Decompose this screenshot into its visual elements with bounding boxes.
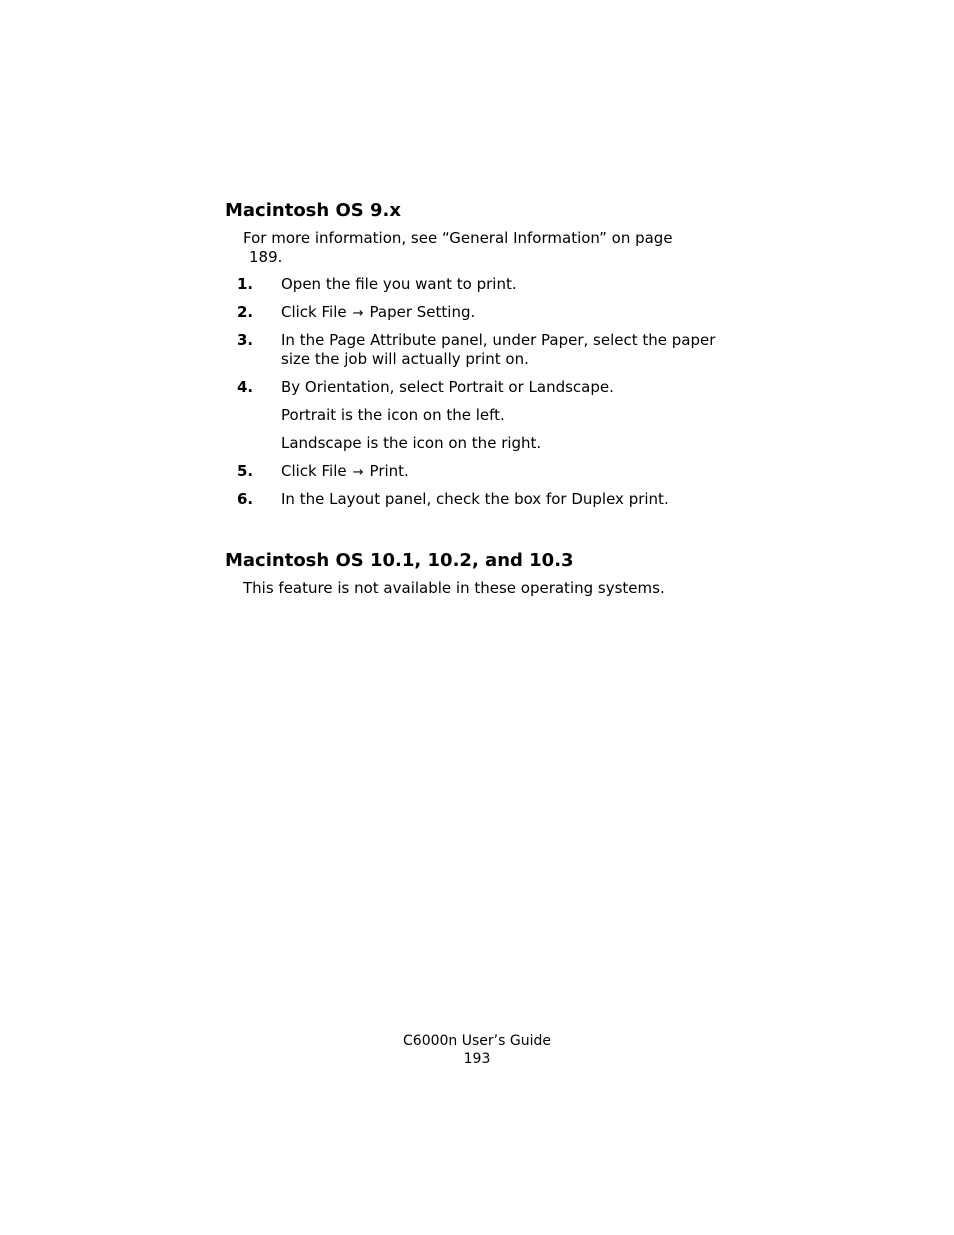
step-text-pre: Click File — [281, 303, 347, 321]
step-number: 4. — [237, 378, 254, 396]
step-text-post: Print. — [369, 462, 409, 480]
right-arrow-icon: → — [352, 465, 364, 480]
step-text — [281, 462, 741, 482]
section-paragraph: This feature is not available in these operating systems. — [243, 579, 665, 597]
intro-paragraph-line2: 189. — [249, 248, 283, 266]
step-text: In the Layout panel, check the box for Duplex print. — [281, 490, 669, 508]
step-text: Open the file you want to print. — [281, 275, 517, 293]
section-heading-os9: Macintosh OS 9.x — [225, 200, 401, 221]
step-text: In the Page Attribute panel, under Paper, select the paper size the job will actually print on. — [281, 331, 716, 368]
right-arrow-icon: → — [352, 306, 364, 321]
step-number: 2. — [237, 303, 254, 321]
step-text — [281, 303, 741, 323]
intro-paragraph-line1: For more information, see “General Information” on page — [243, 229, 673, 247]
step-number: 1. — [237, 275, 254, 293]
step-number: 5. — [237, 462, 254, 480]
step-number: 3. — [237, 331, 254, 349]
step-number: 6. — [237, 490, 254, 508]
step-text-pre: Click File — [281, 462, 347, 480]
step-note: Landscape is the icon on the right. — [281, 434, 542, 452]
step-text-post: Paper Setting. — [369, 303, 476, 321]
step-text: By Orientation, select Portrait or Landscape. — [281, 378, 614, 396]
section-heading-os10: Macintosh OS 10.1, 10.2, and 10.3 — [225, 550, 574, 571]
footer-title: C6000n User’s Guide — [403, 1033, 551, 1049]
page-number: 193 — [463, 1051, 491, 1067]
step-note: Portrait is the icon on the left. — [281, 406, 505, 424]
